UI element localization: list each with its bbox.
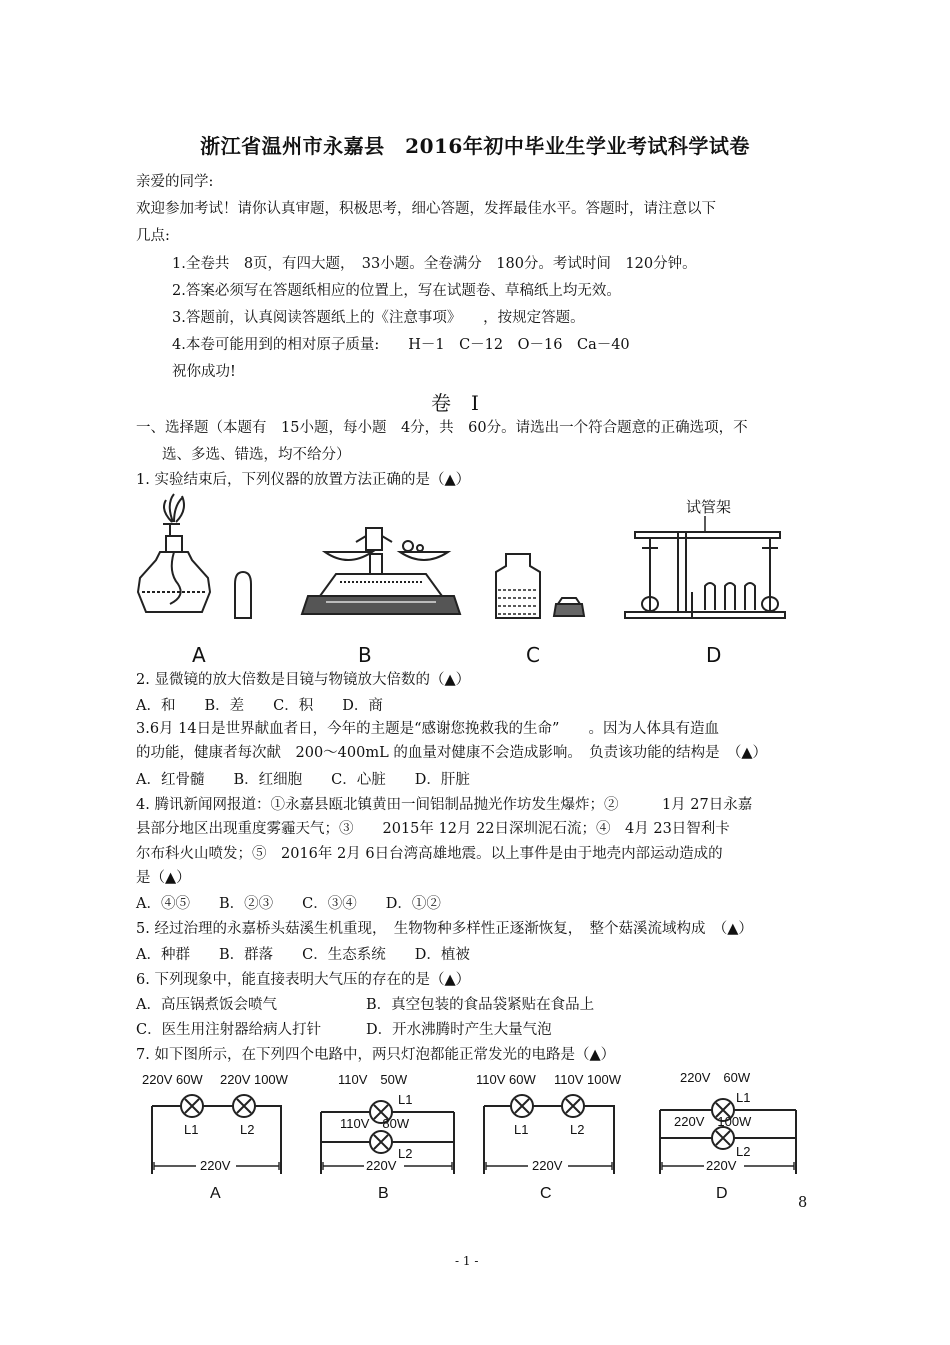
circuit-c: [476, 1072, 622, 1202]
q3-options: A．红骨髓 B．红细胞 C．心脏 D．肝脏: [136, 772, 470, 788]
q4-line-3: 尔布科火山喷发；⑤ 2016年 2月 6日台湾高雄地震。以上事件是由于地壳内部运动造成的: [136, 846, 723, 862]
q3-line-2: 的功能，健康者每次献 200～400mL 的血量对健康不会造成影响。 负责该功能的结构是 （▲）: [136, 745, 767, 761]
q3-line-1: 3.6月 14日是世界献血者日，今年的主题是“感谢您挽救我的生命” 。因为人体具有造血: [136, 721, 719, 737]
q1-figure: [130, 492, 800, 672]
circuit-d-l2-name: L2: [736, 1144, 751, 1159]
test-tube-rack-illustration: [625, 532, 785, 618]
q7-circuits-figure: [136, 1066, 816, 1206]
circuit-a-label: A: [210, 1185, 221, 1202]
circuit-c-l1-rating: 110V 60W: [476, 1072, 536, 1087]
circuit-b-l2-rating: 110V 80W: [340, 1116, 410, 1131]
circuit-c-l2-name: L2: [570, 1122, 585, 1137]
lamp-l2-a: [233, 1095, 255, 1117]
q6-option-c: C．医生用注射器给病人打针: [136, 1022, 322, 1038]
q5-stem: 5. 经过治理的永嘉桥头菇溪生机重现， 生物物种多样性正逐渐恢复， 整个菇溪流域构成 （▲）: [136, 921, 753, 937]
circuit-b: [321, 1072, 454, 1202]
lamp-l2-d: [712, 1127, 734, 1149]
exam-title: 浙江省温州市永嘉县 2016年初中毕业生学业考试科学试卷: [200, 134, 750, 158]
q2-options: A．和 B．差 C．积 D．商: [136, 698, 383, 714]
circuit-a-supply: 220V: [200, 1158, 231, 1173]
rule-1: 1.全卷共 8页，有四大题， 33小题。全卷满分 180分。考试时间 120分钟。: [172, 256, 697, 272]
circuit-d-l1-rating: 220V 60W: [680, 1070, 751, 1085]
q6-option-a: A．高压锅煮饭会喷气: [136, 997, 277, 1013]
rule-3: 3.答题前，认真阅读答题纸上的《注意事项》 ，按规定答题。: [172, 310, 585, 326]
circuit-d-l2-rating: 220V 100W: [674, 1114, 752, 1129]
part1-instructions-2: 选、多选、错选，均不给分）: [162, 447, 351, 463]
side-mark: 8: [798, 1195, 808, 1211]
circuit-d-l1-name: L1: [736, 1090, 751, 1105]
q7-stem: 7. 如下图所示，在下列四个电路中，两只灯泡都能正常发光的电路是（▲）: [136, 1047, 616, 1063]
wish: 祝你成功!: [172, 364, 236, 380]
circuit-d-supply: 220V: [706, 1158, 737, 1173]
part1-instructions-1: 一、选择题（本题有 15小题，每小题 4分，共 60分。请选出一个符合题意的正确选项，不: [136, 420, 748, 436]
circuit-a-l1-name: L1: [184, 1122, 199, 1137]
q6-stem: 6. 下列现象中，能直接表明大气压的存在的是（▲）: [136, 972, 471, 988]
q1-label-b: B: [358, 643, 372, 667]
q4-line-1: 4. 腾讯新闻网报道：①永嘉县瓯北镇黄田一间铝制品抛光作坊发生爆炸；② 1月 27日永嘉: [136, 797, 753, 813]
greeting: 亲爱的同学:: [136, 174, 214, 190]
circuit-d: [660, 1070, 796, 1202]
circuit-b-supply: 220V: [366, 1158, 397, 1173]
circuit-b-label: B: [378, 1185, 389, 1202]
q5-options: A．种群 B．群落 C．生态系统 D．植被: [136, 947, 470, 963]
rule-4: 4.本卷可能用到的相对原子质量: H－1 C－12 O－16 Ca－40: [172, 337, 630, 353]
circuit-b-l1-rating: 110V 50W: [338, 1072, 408, 1087]
lamp-l1-a: [181, 1095, 203, 1117]
circuit-c-l2-rating: 110V 100W: [554, 1072, 621, 1087]
page-number: - 1 -: [455, 1254, 479, 1268]
circuit-b-l1-name: L1: [398, 1092, 413, 1107]
circuit-c-l1-name: L1: [514, 1122, 529, 1137]
rack-label: 试管架: [686, 498, 732, 516]
intro-line-2: 几点:: [136, 228, 170, 244]
circuit-a-l2-name: L2: [240, 1122, 255, 1137]
lamp-l2-c: [562, 1095, 584, 1117]
circuit-a-l2-rating: 220V 100W: [220, 1072, 288, 1087]
q1-label-a: A: [192, 643, 206, 667]
circuit-a-l1-rating: 220V 60W: [142, 1072, 203, 1087]
balance-scale-illustration: [302, 528, 460, 614]
q6-option-b: B．真空包装的食品袋紧贴在食品上: [366, 997, 595, 1013]
q6-option-d: D．开水沸腾时产生大量气泡: [366, 1022, 552, 1038]
q1-stem: 1. 实验结束后，下列仪器的放置方法正确的是（▲）: [136, 472, 471, 488]
alcohol-lamp-illustration: [138, 494, 251, 618]
q4-options: A．④⑤ B．②③ C．③④ D．①②: [136, 896, 441, 912]
q1-label-c: C: [526, 643, 540, 667]
q2-stem: 2. 显微镜的放大倍数是目镜与物镜放大倍数的（▲）: [136, 672, 471, 688]
lamp-l1-c: [511, 1095, 533, 1117]
q4-line-4: 是（▲）: [136, 870, 191, 886]
circuit-c-label: C: [540, 1185, 552, 1202]
circuit-d-label: D: [716, 1185, 728, 1202]
lamp-l2-b: [370, 1131, 392, 1153]
circuit-c-supply: 220V: [532, 1158, 563, 1173]
rule-2: 2.答案必须写在答题纸相应的位置上，写在试题卷、草稿纸上均无效。: [172, 283, 621, 299]
section-heading: 卷 Ⅰ: [431, 391, 479, 415]
reagent-bottle-illustration: [496, 554, 584, 618]
circuit-b-l2-name: L2: [398, 1146, 413, 1161]
q4-line-2: 县部分地区出现重度雾霾天气；③ 2015年 12月 22日深圳泥石流；④ 4月 23日智利卡: [136, 821, 730, 837]
intro-line-1: 欢迎参加考试！请你认真审题，积极思考，细心答题，发挥最佳水平。答题时，请注意以下: [136, 201, 716, 217]
q1-label-d: D: [706, 643, 722, 667]
circuit-a: [142, 1072, 289, 1202]
